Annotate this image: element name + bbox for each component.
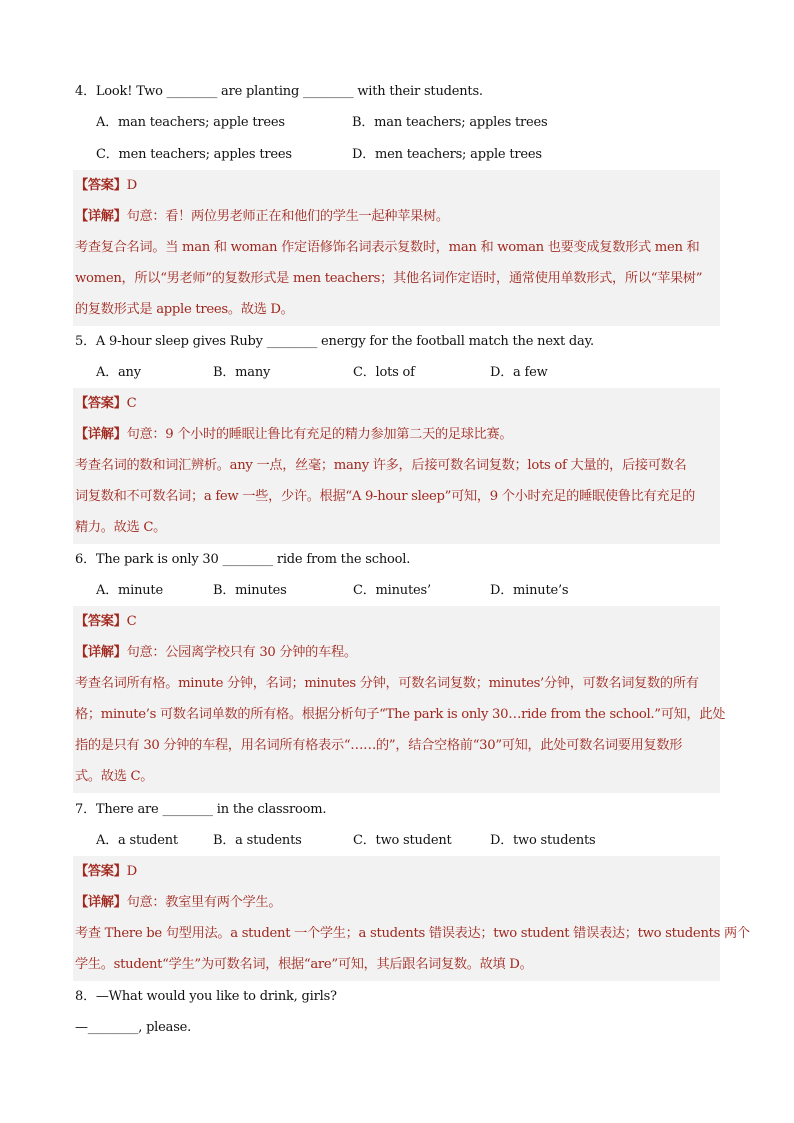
question-7-stem: 7．There are ________ in the classroom. <box>75 802 327 817</box>
answer-label: 【答案】 <box>75 864 127 879</box>
answer-label: 【答案】 <box>75 614 127 629</box>
question-5-detail-line-4: 精力。故选 C。 <box>75 520 167 535</box>
answer-value: C <box>126 396 137 411</box>
question-7-option-a: A．a student <box>96 833 178 848</box>
question-5-option-d: D．a few <box>490 365 548 380</box>
question-5-option-c: C．lots of <box>353 365 415 380</box>
question-7-detail-line-2: 考查 There be 句型用法。a student 一个学生；a students 错误表达；two student 错误表达；two students 两个 <box>75 926 750 941</box>
question-4-option-c: C．men teachers; apples trees <box>96 147 292 162</box>
question-6-option-a: A．minute <box>96 583 163 598</box>
detail-label: 【详解】 <box>75 209 127 224</box>
question-5-detail-line-3: 词复数和不可数名词；a few 一些，少许。根据“A 9-hour sleep”可知，9 个小时充足的睡眠使鲁比有充足的 <box>75 489 696 504</box>
question-4-answer <box>75 177 719 195</box>
question-5-answer <box>75 395 719 413</box>
question-5-detail-line-1 <box>75 426 719 444</box>
detail-text: 句意：9 个小时的睡眠让鲁比有充足的精力参加第二天的足球比赛。 <box>126 427 513 442</box>
detail-text: 句意：教室里有两个学生。 <box>126 895 282 910</box>
question-5-answer-box <box>73 388 720 544</box>
question-4-option-b: B．man teachers; apples trees <box>352 115 548 130</box>
question-6-detail-line-1 <box>75 644 719 662</box>
question-5-detail-line-2: 考查名词的数和词汇辨析。any 一点，丝毫；many 许多，后接可数名词复数；lots of 大量的，后接可数名 <box>75 458 687 473</box>
question-6-option-b: B．minutes <box>213 583 287 598</box>
question-4-detail-line-2: 考查复合名词。当 man 和 woman 作定语修饰名词表示复数时，man 和 woman 也要变成复数形式 men 和 <box>75 240 700 255</box>
answer-value: D <box>126 178 137 193</box>
question-6-option-c: C．minutes’ <box>353 583 431 598</box>
question-6-detail-line-2: 考查名词所有格。minute 分钟，名词；minutes 分钟，可数名词复数；minutes’分钟，可数名词复数的所有 <box>75 676 699 691</box>
question-4-detail-line-1 <box>75 208 719 226</box>
question-7-detail-line-3: 学生。student“学生”为可数名词，根据“are”可知，其后跟名词复数。故填 D。 <box>75 957 533 972</box>
question-6-option-d: D．minute’s <box>490 583 569 598</box>
detail-label: 【详解】 <box>75 427 127 442</box>
question-4-detail-line-3: women，所以“男老师”的复数形式是 men teachers；其他名词作定语时，通常使用单数形式，所以“苹果树” <box>75 271 703 286</box>
question-5-stem: 5．A 9-hour sleep gives Ruby ________ energy for the football match the next day. <box>75 334 594 349</box>
answer-value: D <box>126 864 137 879</box>
question-6-detail-line-5: 式。故选 C。 <box>75 769 154 784</box>
question-7-answer-box <box>73 856 750 981</box>
question-5-option-b: B．many <box>213 365 271 380</box>
question-7-option-b: B．a students <box>213 833 302 848</box>
answer-label: 【答案】 <box>75 178 127 193</box>
question-6-detail-line-4: 指的是只有 30 分钟的车程，用名词所有格表示“……的”，结合空格前“30”可知，此处可数名词要用复数形 <box>75 738 683 753</box>
question-4-answer-box <box>73 170 720 326</box>
detail-text: 句意：看！两位男老师正在和他们的学生一起种苹果树。 <box>126 209 449 224</box>
question-4-stem: 4．Look! Two ________ are planting ________ with their students. <box>75 84 483 99</box>
question-6-detail-line-3: 格；minute’s 可数名词单数的所有格。根据分析句子“The park is only 30…ride from the school.”可知，此处 <box>75 707 726 722</box>
question-6-answer <box>75 613 719 631</box>
question-6-answer-box <box>73 606 726 793</box>
question-8-reply: —________, please. <box>75 1020 192 1035</box>
question-5-option-a: A．any <box>96 365 141 380</box>
detail-text: 句意：公园离学校只有 30 分钟的车程。 <box>126 645 357 660</box>
question-7-answer <box>75 863 719 881</box>
detail-label: 【详解】 <box>75 895 127 910</box>
answer-label: 【答案】 <box>75 396 127 411</box>
answer-value: C <box>126 614 137 629</box>
question-7-detail-line-1 <box>75 894 719 912</box>
question-7-option-c: C．two student <box>353 833 452 848</box>
question-4-option-a: A．man teachers; apple trees <box>96 115 285 130</box>
question-6-stem: 6．The park is only 30 ________ ride from the school. <box>75 552 411 567</box>
question-4-detail-line-4: 的复数形式是 apple trees。故选 D。 <box>75 302 294 317</box>
question-8-stem: 8．—What would you like to drink, girls? <box>75 989 337 1004</box>
detail-label: 【详解】 <box>75 645 127 660</box>
question-4-option-d: D．men teachers; apple trees <box>352 147 542 162</box>
question-7-option-d: D．two students <box>490 833 596 848</box>
